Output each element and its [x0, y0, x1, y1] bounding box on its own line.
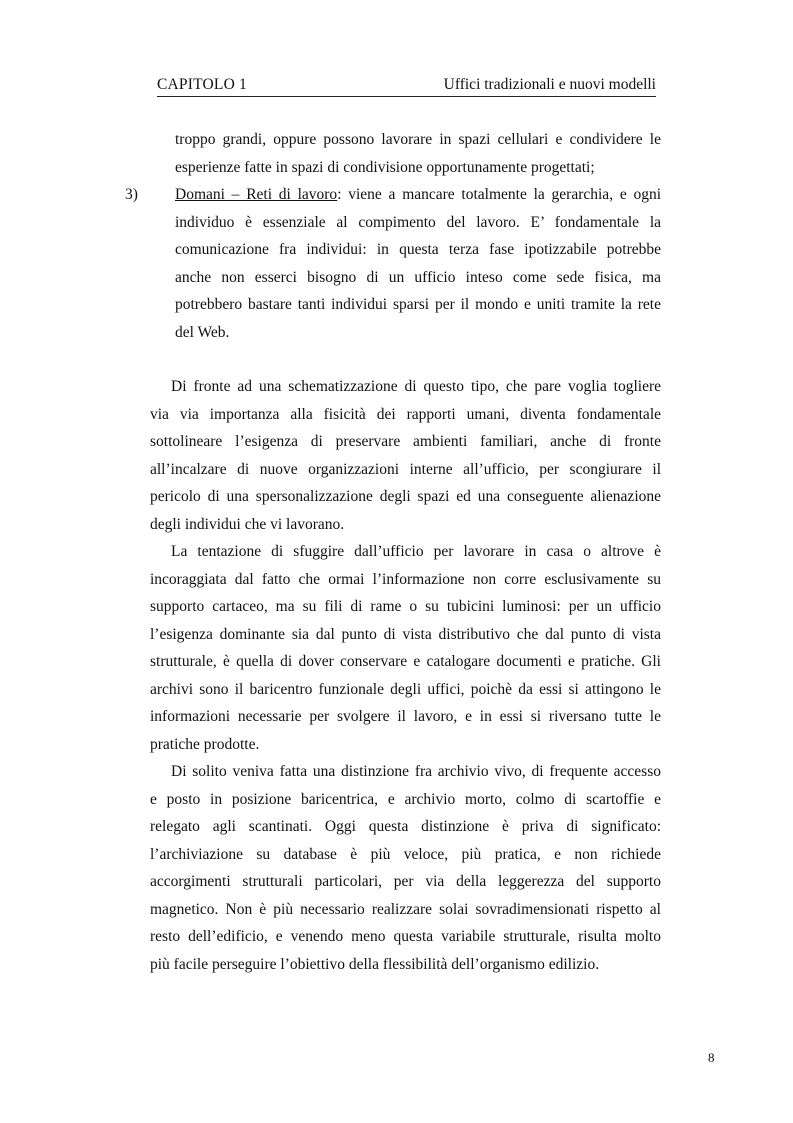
text-line: archivi sono il baricentro funzionale degli uffici, poichè da essi si attingono le	[150, 680, 661, 698]
list-item-title: Domani – Reti di lavoro	[175, 186, 338, 203]
text-line: del Web.	[175, 323, 230, 341]
text-line: incoraggiata dal fatto che ormai l’informazione non corre esclusivamente su	[150, 570, 661, 588]
text-line: più facile perseguire l’obiettivo della flessibilità dell’organismo edilizio.	[150, 955, 600, 973]
paragraph-2	[150, 538, 661, 758]
paragraph-1	[150, 373, 661, 538]
text-line	[175, 181, 661, 209]
text-line: La tentazione di sfuggire dall’ufficio per lavorare in casa o altrove è	[171, 543, 661, 560]
paragraph-3	[150, 758, 661, 978]
text-line: relegato agli scantinati. Oggi questa distinzione è priva di significato:	[150, 818, 661, 835]
page-number: 8	[708, 1050, 715, 1065]
text-line: comunicazione fra individui: in questa terza fase ipotizzabile potrebbe	[175, 241, 661, 258]
text-line: potrebbero bastare tanti individui sparsi per il mondo e uniti tramite la rete	[175, 296, 661, 313]
chapter-label: CAPITOLO 1	[157, 76, 247, 93]
text-line: supporto cartaceo, ma su fili di rame o su tubicini luminosi: per un ufficio	[150, 598, 661, 615]
text-line: accorgimenti strutturali particolari, per via della leggerezza del supporto	[150, 873, 661, 890]
list-number: 3)	[125, 186, 138, 203]
text-line: anche non esserci bisogno di un ufficio inteso come sede fisica, ma	[175, 268, 661, 286]
text-line: informazioni necessarie per svolgere il lavoro, e in essi si riversano tutte le	[150, 708, 661, 725]
body-text	[125, 126, 662, 978]
text-line: pericolo di una spersonalizzazione degli spazi ed una conseguente alienazione	[150, 488, 661, 505]
text-line: esperienze fatte in spazi di condivisione opportunamente progettati;	[175, 158, 595, 176]
text-line: degli individui che vi lavorano.	[150, 515, 345, 533]
text-line: l’archiviazione su database è più veloce, più pratica, e non richiede	[150, 845, 661, 863]
text-line: resto dell’edificio, e venendo meno questa variabile strutturale, risulta molto	[150, 928, 661, 945]
chapter-title: Uffici tradizionali e nuovi modelli	[443, 76, 656, 93]
text-line: Di solito veniva fatta una distinzione fra archivio vivo, di frequente accesso	[171, 763, 661, 780]
list-item-3	[125, 181, 662, 346]
text-line: troppo grandi, oppure possono lavorare in spazi cellulari e condividere le	[175, 131, 661, 148]
running-header	[157, 74, 656, 97]
text-line: l’esigenza dominante sia dal punto di vista distributivo che dal punto di vista	[150, 625, 661, 643]
text-line: all’incalzare di nuove organizzazioni interne all’ufficio, per scongiurare il	[150, 460, 661, 478]
text-line: pratiche prodotte.	[150, 735, 260, 753]
paragraph-gap	[150, 346, 661, 373]
list-item-text: : viene a mancare totalmente la gerarchia, e ogni	[337, 186, 662, 203]
text-line: sottolineare l’esigenza di preservare ambienti familiari, anche di fronte	[150, 433, 661, 450]
text-line: Di fronte ad una schematizzazione di questo tipo, che pare voglia togliere	[171, 378, 661, 395]
text-line: e posto in posizione baricentrica, e archivio morto, colmo di scartoffie e	[150, 790, 661, 808]
text-line: via via importanza alla fisicità dei rapporti umani, diventa fondamentale	[150, 405, 661, 423]
text-line: individuo è essenziale al compimento del lavoro. E’ fondamentale la	[175, 213, 661, 231]
text-line: magnetico. Non è più necessario realizzare solai sovradimensionati rispetto al	[150, 900, 661, 918]
list-continuation	[150, 126, 661, 181]
text-line: strutturale, è quella di dover conservare e catalogare documenti e pratiche. Gli	[150, 653, 661, 670]
